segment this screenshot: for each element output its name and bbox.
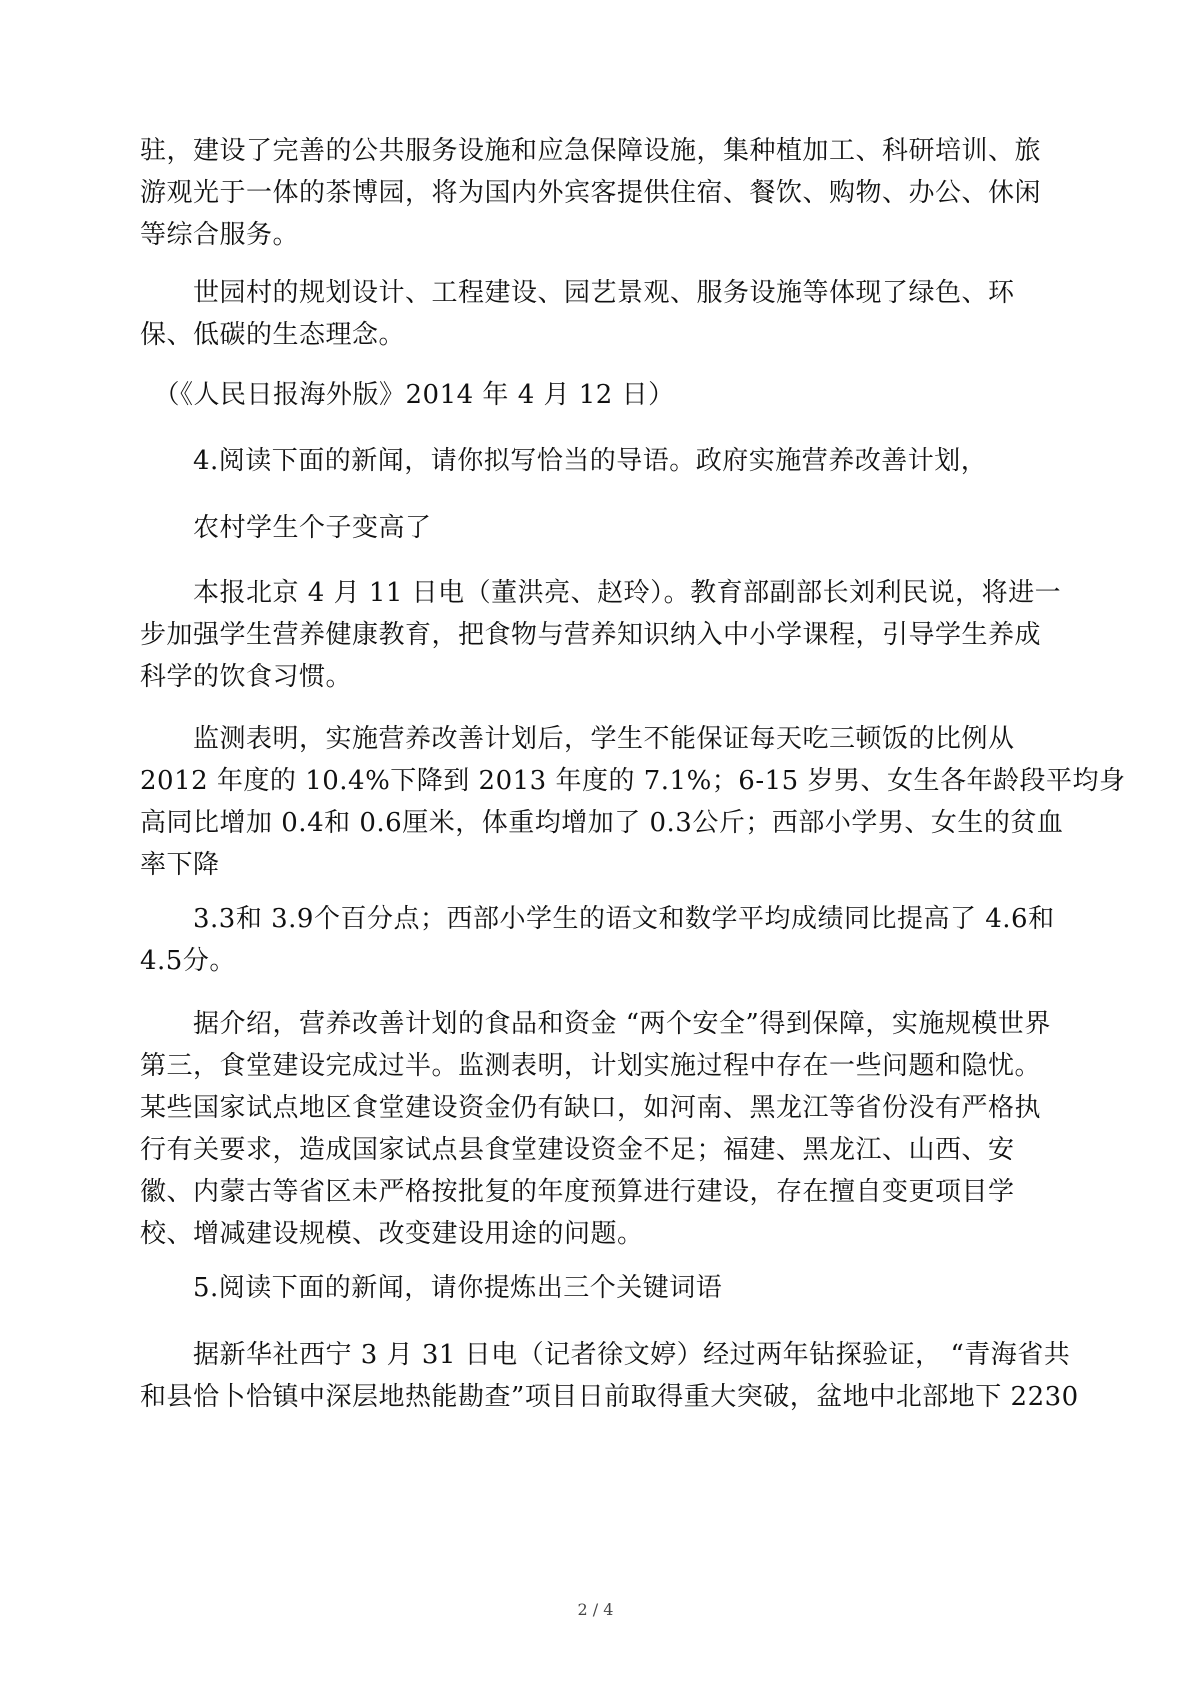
text-line: 据新华社西宁 3 月 31 日电（记者徐文婷）经过两年钻探验证， “青海省共 [140,1340,1071,1370]
text-line: 保、低碳的生态理念。 [140,320,406,350]
text-line: 率下降 [140,850,220,880]
text-line: 某些国家试点地区食堂建设资金仍有缺口，如河南、黑龙江等省份没有严格执 [140,1093,1042,1123]
text-line: 高同比增加 0.4和 0.6厘米，体重均增加了 0.3公斤；西部小学男、女生的贫血 [140,808,1064,838]
page-number: 2 / 4 [577,1600,614,1619]
paragraph-3-citation [140,374,1070,416]
text-line: （《人民日报海外版》2014 年 4 月 12 日） [140,380,675,410]
text-line: 4.阅读下面的新闻，请你拟写恰当的导语。政府实施营养改善计划， [140,446,988,476]
text-line: 5.阅读下面的新闻，请你提炼出三个关键词语 [140,1273,723,1303]
paragraph-7 [140,718,1126,886]
text-line: 4.5分。 [140,946,236,976]
text-line: 世园村的规划设计、工程建设、园艺景观、服务设施等体现了绿色、环 [140,278,1015,308]
text-line: 徽、内蒙古等省区未严格按批复的年度预算进行建设，存在擅自变更项目学 [140,1177,1015,1207]
text-line: 监测表明，实施营养改善计划后，学生不能保证每天吃三顿饭的比例从 [140,724,1015,754]
paragraph-10-question [140,1267,1070,1309]
text-line: 据介绍，营养改善计划的食品和资金 “两个安全”得到保障，实施规模世界 [140,1009,1051,1039]
text-line: 驻，建设了完善的公共服务设施和应急保障设施，集种植加工、科研培训、旅 [140,136,1042,166]
text-line: 校、增减建设规模、改变建设用途的问题。 [140,1219,644,1249]
paragraph-1 [140,130,1070,256]
paragraph-9 [140,1003,1070,1255]
text-line: 等综合服务。 [140,220,300,250]
paragraph-2 [140,272,1070,356]
paragraph-8 [140,898,1070,982]
text-line: 游观光于一体的茶博园，将为国内外宾客提供住宿、餐饮、购物、办公、休闲 [140,178,1042,208]
text-line: 2012 年度的 10.4%下降到 2013 年度的 7.1%；6-15 岁男、女生各年龄段平均身 [140,766,1126,796]
paragraph-5-headline [140,507,1070,549]
text-line: 第三，食堂建设完成过半。监测表明，计划实施过程中存在一些问题和隐忧。 [140,1051,1042,1081]
text-line: 步加强学生营养健康教育，把食物与营养知识纳入中小学课程，引导学生养成 [140,620,1042,650]
text-line: 3.3和 3.9个百分点；西部小学生的语文和数学平均成绩同比提高了 4.6和 [140,904,1055,934]
paragraph-4-question [140,440,1070,482]
paragraph-6 [140,572,1070,698]
text-line: 农村学生个子变高了 [140,513,432,543]
text-line: 和县恰卜恰镇中深层地热能勘查”项目日前取得重大突破，盆地中北部地下 2230 [140,1382,1079,1412]
text-line: 科学的饮食习惯。 [140,662,353,692]
text-line: 本报北京 4 月 11 日电（董洪亮、赵玲）。教育部副部长刘利民说，将进一 [140,578,1062,608]
paragraph-11 [140,1334,1079,1418]
text-line: 行有关要求，造成国家试点县食堂建设资金不足；福建、黑龙江、山西、安 [140,1135,1015,1165]
